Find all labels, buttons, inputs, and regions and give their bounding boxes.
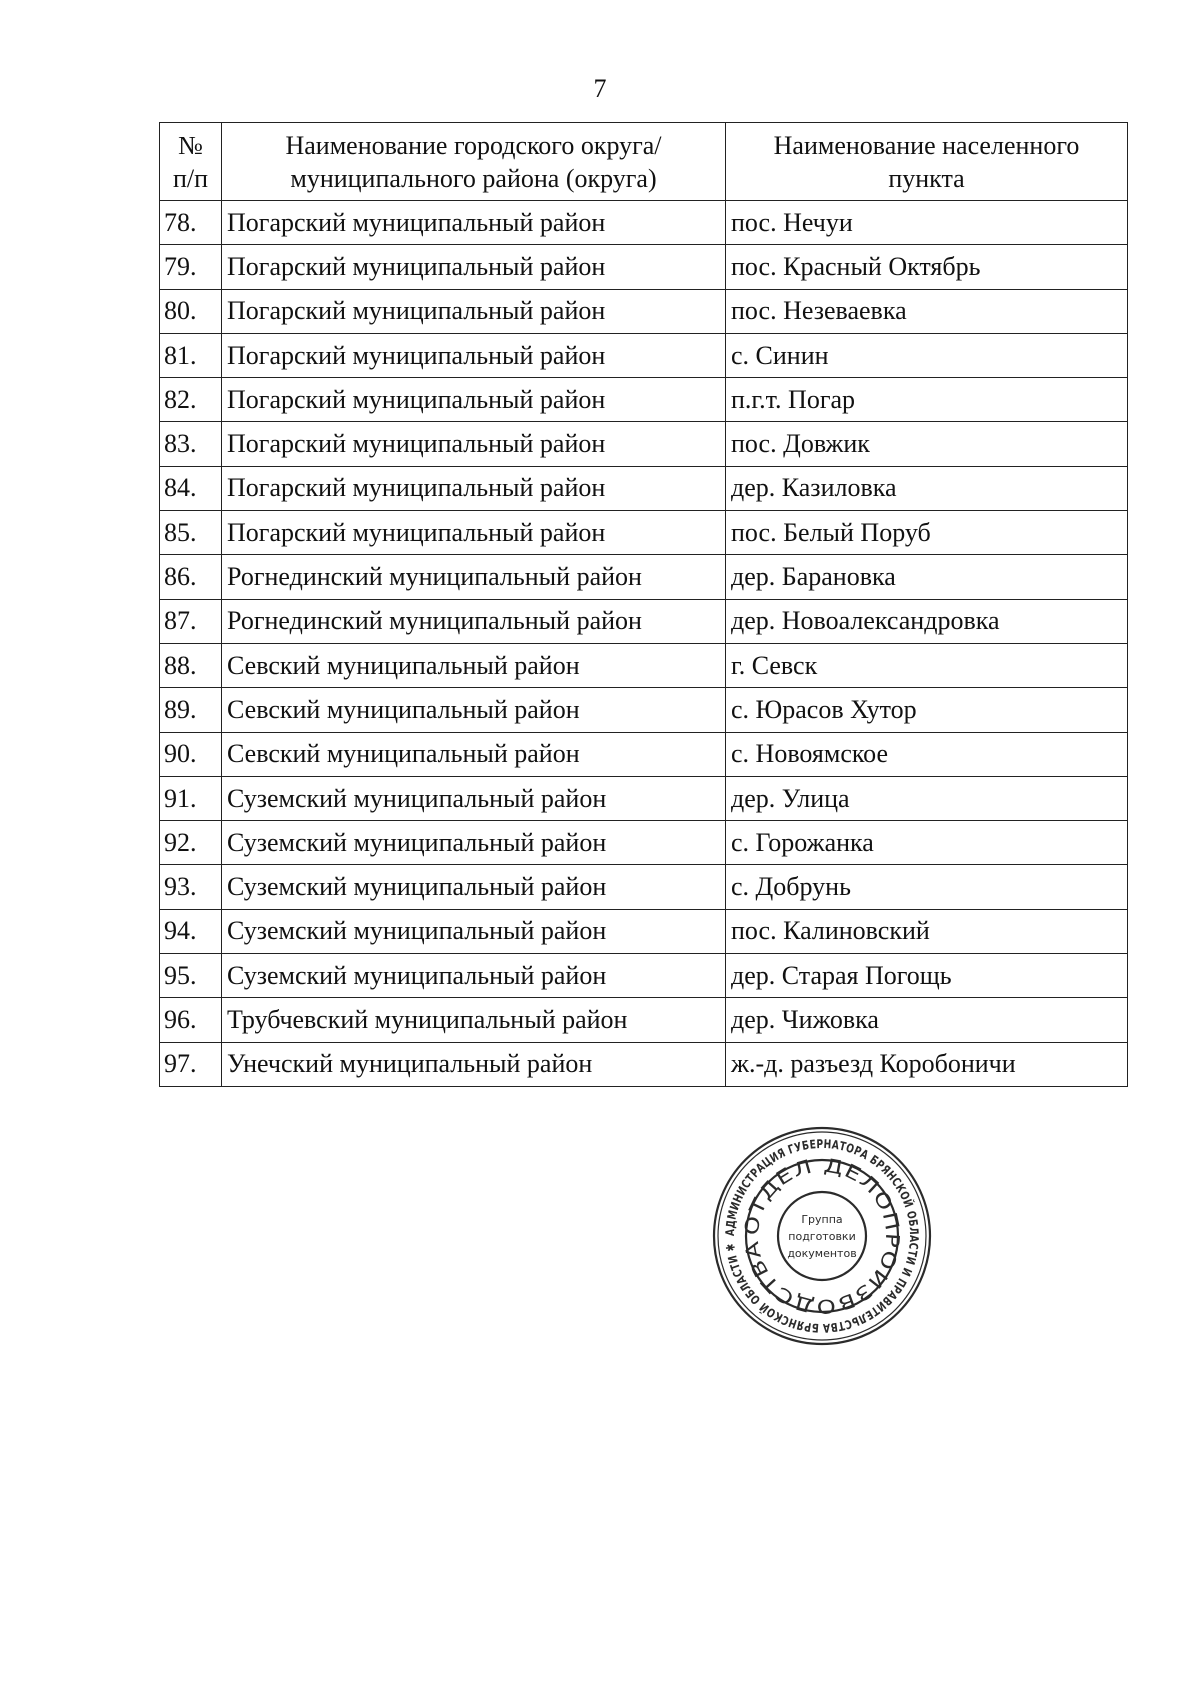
row-settlement-cell: пос. Калиновский [726, 909, 1128, 953]
row-number-cell: 89. [160, 688, 222, 732]
row-district-cell: Суземский муниципальный район [222, 865, 726, 909]
row-number-cell: 86. [160, 555, 222, 599]
row-number-cell: 78. [160, 201, 222, 245]
table-row [160, 555, 1128, 599]
row-settlement-cell: дер. Казиловка [726, 466, 1128, 510]
table-row [160, 776, 1128, 820]
row-number-cell: 87. [160, 599, 222, 643]
table-row [160, 643, 1128, 687]
row-district-cell: Суземский муниципальный район [222, 954, 726, 998]
row-district-cell: Рогнединский муниципальный район [222, 599, 726, 643]
table-row [160, 333, 1128, 377]
header-settlement: Наименование населенного пункта [726, 123, 1128, 201]
table-row [160, 1042, 1128, 1086]
row-settlement-cell: пос. Незеваевка [726, 289, 1128, 333]
stamp-center-line-1: Группа [801, 1213, 843, 1226]
row-settlement-cell: пос. Нечуи [726, 201, 1128, 245]
row-number-cell: 90. [160, 732, 222, 776]
table-row [160, 201, 1128, 245]
row-number-cell: 95. [160, 954, 222, 998]
row-settlement-cell: пос. Довжик [726, 422, 1128, 466]
row-number-cell: 94. [160, 909, 222, 953]
row-settlement-cell: с. Синин [726, 333, 1128, 377]
row-number-cell: 97. [160, 1042, 222, 1086]
row-district-cell: Погарский муниципальный район [222, 201, 726, 245]
stamp-outer-text: АДМИНИСТРАЦИЯ ГУБЕРНАТОРА БРЯНСКОЙ ОБЛАСТИ И ПРАВИТЕЛЬСТВА БРЯНСКОЙ ОБЛАСТИ ✱ [722, 1136, 922, 1336]
table-row [160, 466, 1128, 510]
row-number-cell: 81. [160, 333, 222, 377]
row-settlement-cell: с. Новоямское [726, 732, 1128, 776]
row-district-cell: Суземский муниципальный район [222, 821, 726, 865]
row-district-cell: Рогнединский муниципальный район [222, 555, 726, 599]
row-settlement-cell: г. Севск [726, 643, 1128, 687]
row-number-cell: 91. [160, 776, 222, 820]
row-district-cell: Погарский муниципальный район [222, 333, 726, 377]
row-district-cell: Погарский муниципальный район [222, 422, 726, 466]
row-district-cell: Суземский муниципальный район [222, 776, 726, 820]
table-row [160, 954, 1128, 998]
row-district-cell: Погарский муниципальный район [222, 245, 726, 289]
row-district-cell: Суземский муниципальный район [222, 909, 726, 953]
row-settlement-cell: дер. Новоалександровка [726, 599, 1128, 643]
row-settlement-cell: пос. Красный Октябрь [726, 245, 1128, 289]
table-row [160, 289, 1128, 333]
table-row [160, 688, 1128, 732]
row-district-cell: Трубчевский муниципальный район [222, 998, 726, 1042]
row-number-cell: 79. [160, 245, 222, 289]
row-settlement-cell: с. Добрунь [726, 865, 1128, 909]
row-district-cell: Погарский муниципальный район [222, 511, 726, 555]
row-settlement-cell: дер. Старая Погощь [726, 954, 1128, 998]
table-row [160, 511, 1128, 555]
row-district-cell: Севский муниципальный район [222, 688, 726, 732]
official-stamp [708, 1122, 936, 1350]
header-district: Наименование городского округа/ муниципального района (округа) [222, 123, 726, 201]
stamp-center-line-2: подготовки [788, 1230, 856, 1243]
stamp-inner-text: ОТДЕЛ ДЕЛОПРОИЗВОДСТВА [740, 1154, 904, 1318]
row-number-cell: 84. [160, 466, 222, 510]
row-settlement-cell: дер. Чижовка [726, 998, 1128, 1042]
row-district-cell: Погарский муниципальный район [222, 466, 726, 510]
table-row [160, 422, 1128, 466]
row-settlement-cell: с. Юрасов Хутор [726, 688, 1128, 732]
row-settlement-cell: пос. Белый Поруб [726, 511, 1128, 555]
table-header-row [160, 123, 1128, 201]
row-settlement-cell: дер. Барановка [726, 555, 1128, 599]
row-number-cell: 92. [160, 821, 222, 865]
row-district-cell: Севский муниципальный район [222, 732, 726, 776]
table-row [160, 998, 1128, 1042]
row-number-cell: 82. [160, 378, 222, 422]
table-row [160, 909, 1128, 953]
settlements-table [159, 122, 1128, 1087]
row-number-cell: 93. [160, 865, 222, 909]
table-body [160, 201, 1128, 1087]
row-district-cell: Унечский муниципальный район [222, 1042, 726, 1086]
row-district-cell: Погарский муниципальный район [222, 289, 726, 333]
row-settlement-cell: дер. Улица [726, 776, 1128, 820]
row-settlement-cell: п.г.т. Погар [726, 378, 1128, 422]
row-settlement-cell: с. Горожанка [726, 821, 1128, 865]
table-row [160, 378, 1128, 422]
table-row [160, 732, 1128, 776]
table-row [160, 245, 1128, 289]
table-row [160, 599, 1128, 643]
page-number: 7 [593, 74, 607, 103]
row-number-cell: 85. [160, 511, 222, 555]
row-number-cell: 88. [160, 643, 222, 687]
row-settlement-cell: ж.-д. разъезд Коробоничи [726, 1042, 1128, 1086]
table-row [160, 821, 1128, 865]
stamp-center-line-3: документов [787, 1247, 857, 1260]
row-district-cell: Погарский муниципальный район [222, 378, 726, 422]
row-number-cell: 80. [160, 289, 222, 333]
row-number-cell: 83. [160, 422, 222, 466]
stamp-seal [708, 1122, 936, 1350]
row-district-cell: Севский муниципальный район [222, 643, 726, 687]
row-number-cell: 96. [160, 998, 222, 1042]
table-row [160, 865, 1128, 909]
header-number: № п/п [160, 123, 222, 201]
